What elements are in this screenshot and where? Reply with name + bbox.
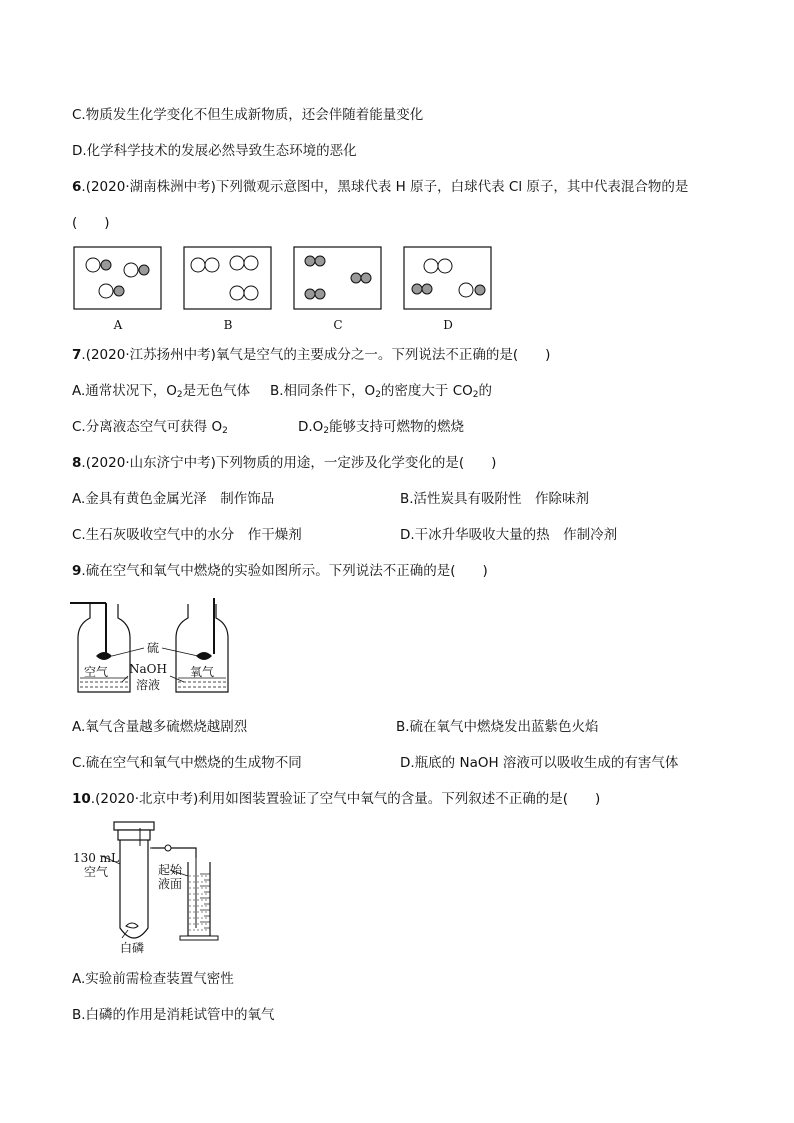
q9-sulfur-figure [68,596,248,700]
q7-number: 7 [72,347,82,363]
q9-option-a: A.氧气含量越多硫燃烧越剧烈 [72,719,248,735]
q6-number: 6 [72,179,82,195]
q10-option-a: A.实验前需检查装置气密性 [72,971,234,987]
q9-stem-text: .硫在空气和氧气中燃烧的实验如图所示。下列说法不正确的是( ) [81,563,488,579]
q9-sulfur-right [196,652,212,660]
q10-clamp [165,845,171,851]
q7-option-a [72,382,250,404]
q7-option-b [270,382,492,404]
q7-c-sub: 2 [222,426,228,436]
q6-label-a: A [113,318,123,332]
q7-b-text2: 的密度大于 CO [380,383,473,399]
q5-option-c: C.物质发生化学变化不但生成新物质，还会伴随着能量变化 [72,107,424,123]
q8-stem [72,454,496,472]
q7-b-sub2: 2 [472,390,479,400]
q9-label-naoh: NaOH [129,662,167,676]
q10-label-start1: 起始 [157,863,183,877]
q10-phosphorus [126,923,138,928]
q6-box-a [74,247,161,309]
q8-number: 8 [72,455,82,471]
q9-stem [72,562,488,580]
q10-stem-text: .(2020·北京中考)利用如图装置验证了空气中氧气的含量。下列叙述不正确的是( ) [90,791,601,807]
q10-label-volume: 130 mL [72,851,120,865]
q7-d-text2: 能够支持可燃物的燃烧 [329,419,465,435]
q7-c-text: C.分离液态空气可获得 O [72,419,223,435]
q8-option-d: D.干冰升华吸收大量的热 作制冷剂 [400,527,618,543]
q7-stem [72,346,550,364]
q10-apparatus-figure [70,818,240,960]
q10-label-air: 空气 [83,865,109,879]
q10-option-b: B.白磷的作用是消耗试管中的氧气 [72,1007,275,1023]
q7-a-sub: 2 [176,390,183,400]
q10-number: 10 [72,791,91,807]
q7-d-sub: 2 [323,426,330,436]
q6-stem [72,178,688,196]
q7-a-text2: 是无色气体 [182,383,251,399]
q10-stopper [118,830,150,840]
q9-option-d: D.瓶底的 NaOH 溶液可以吸收生成的有害气体 [400,755,679,771]
q7-d-text: D.O [298,419,324,435]
q8-option-c: C.生石灰吸收空气中的水分 作干燥剂 [72,527,302,543]
q7-option-c [72,418,228,440]
q6-box-d [404,247,491,309]
q9-option-b: B.硫在氧气中燃烧发出蓝紫色火焰 [396,719,599,735]
q10-stopper-top [114,822,154,830]
q7-option-d [298,418,464,440]
q9-label-solution: 溶液 [135,678,161,692]
q10-label-phosphorus: 白磷 [119,941,145,955]
q7-b-text3: 的 [478,383,492,399]
q6-box-b [184,247,271,309]
q7-b-text: B.相同条件下，O [270,383,376,399]
q6-answer-paren: ( ) [72,215,110,231]
q10-graduated-cylinder [188,862,210,936]
q7-stem-text: .(2020·江苏扬州中考)氧气是空气的主要成分之一。下列说法不正确的是( ) [81,347,551,363]
q9-label-sulfur: 硫 [146,641,160,655]
q8-stem-text: .(2020·山东济宁中考)下列物质的用途，一定涉及化学变化的是( ) [81,455,497,471]
q9-label-air: 空气 [83,665,109,679]
q6-molecule-figure [72,244,502,336]
q7-b-sub: 2 [375,390,381,400]
q8-option-a: A.金具有黄色金属光泽 制作饰品 [72,491,275,507]
q6-label-b: B [223,318,233,332]
q9-number: 9 [72,563,82,579]
q10-stem [72,790,600,808]
q8-option-b: B.活性炭具有吸附性 作除味剂 [400,491,590,507]
q6-stem-text: .(2020·湖南株洲中考)下列微观示意图中，黑球代表 H 原子，白球代表 Cl 原子，其中代表混合物的是 [81,179,689,195]
q6-label-d: D [443,318,453,332]
q7-a-text: A.通常状况下，O [72,383,177,399]
q5-option-d: D.化学科学技术的发展必然导致生态环境的恶化 [72,143,357,159]
q9-spoon-left [70,603,106,654]
q10-label-start2: 液面 [157,877,183,891]
q6-label-c: C [333,318,343,332]
q9-label-oxygen: 氧气 [189,665,215,679]
q9-option-c: C.硫在空气和氧气中燃烧的生成物不同 [72,755,302,771]
q9-sulfur-left [96,652,112,660]
q10-connecting-tube [152,848,196,858]
